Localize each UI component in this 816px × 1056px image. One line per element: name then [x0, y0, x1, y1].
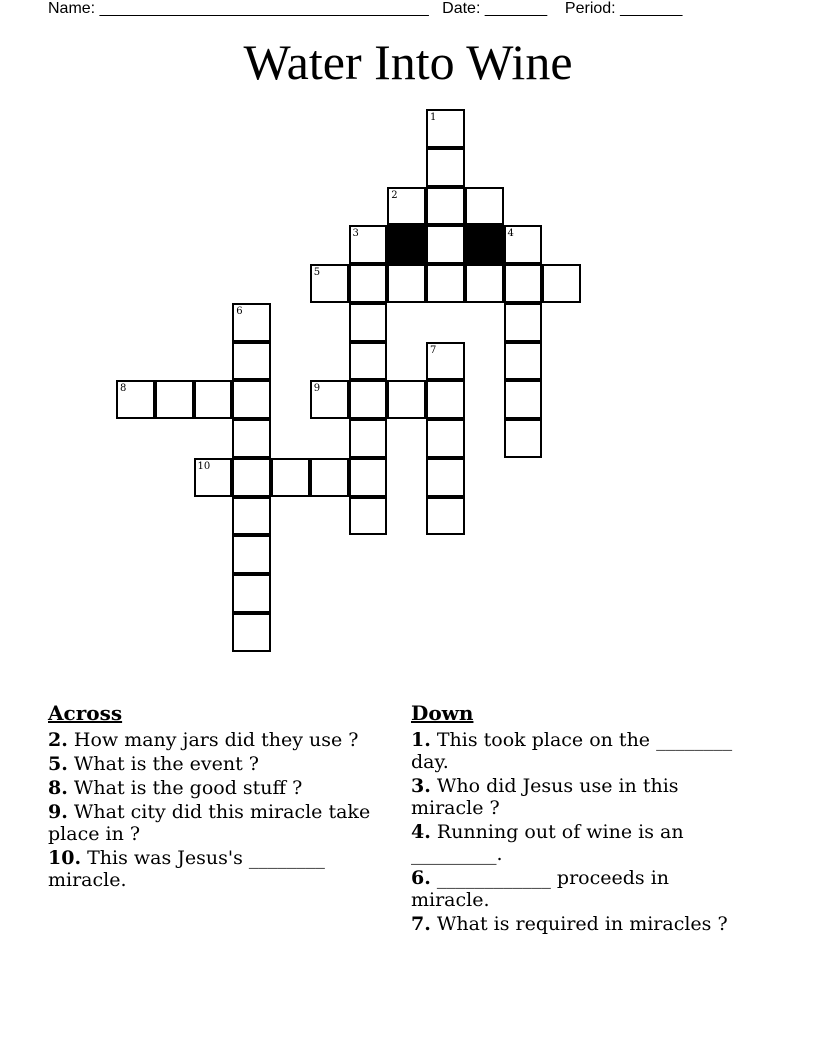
clue-number: 5 [313, 267, 321, 278]
crossword-cell-2[interactable] [387, 187, 426, 226]
crossword-cell[interactable] [232, 497, 271, 536]
crossword-cell[interactable] [310, 458, 349, 497]
crossword-cell[interactable] [426, 264, 465, 303]
crossword-cell-10[interactable] [194, 458, 233, 497]
crossword-cell[interactable] [232, 419, 271, 458]
clue-number: 2 [391, 189, 398, 201]
crossword-cell[interactable] [155, 380, 194, 419]
crossword-cell[interactable] [504, 380, 543, 419]
crossword-cell[interactable] [465, 187, 504, 226]
clue-across-10: 10. This was Jesus's ________ miracle. [48, 847, 325, 891]
crossword-cell[interactable] [426, 458, 465, 497]
clue-number: 8 [120, 383, 127, 395]
crossword-cell-4[interactable] [504, 225, 543, 264]
crossword-cell[interactable] [426, 497, 465, 536]
name-field[interactable]: Name: _____________________________________ [48, 0, 429, 17]
date-field[interactable]: Date: _______ [442, 0, 548, 17]
clue-across-5: 5. What is the event ? [48, 753, 259, 775]
crossword-cell[interactable] [271, 458, 310, 497]
crossword-cell[interactable] [232, 380, 271, 419]
crossword-cell[interactable] [504, 419, 543, 458]
period-field[interactable]: Period: _______ [564, 0, 683, 17]
clue-across-8: 8. What is the good stuff ? [48, 777, 303, 799]
clue-number: 7 [430, 344, 437, 356]
clue-number: 3 [352, 228, 359, 240]
crossword-cell[interactable] [349, 342, 388, 381]
clue-down-1: 1. This took place on the ________ day. [411, 729, 733, 773]
clue-number: 1 [430, 112, 437, 123]
crossword-cell[interactable] [232, 458, 271, 497]
crossword-cell[interactable] [232, 574, 271, 613]
crossword-cell[interactable] [504, 342, 543, 381]
across-clues [48, 700, 378, 893]
crossword-cell[interactable] [504, 264, 543, 303]
crossword-cell[interactable] [387, 264, 426, 303]
clue-number: 9 [313, 383, 321, 395]
crossword-cell[interactable] [426, 148, 465, 187]
clue-across-2: 2. How many jars did they use ? [48, 729, 359, 751]
crossword-cell[interactable] [426, 225, 465, 264]
clue-across-9: 9. What city did this miracle take place in ? [48, 801, 371, 845]
crossword-cell-3[interactable] [349, 225, 388, 264]
crossword-cell[interactable] [426, 419, 465, 458]
down-heading: Down [411, 701, 474, 725]
clue-down-4: 4. Running out of wine is an _________. [411, 821, 684, 865]
crossword-cell-9[interactable] [310, 380, 349, 419]
clue-down-7: 7. What is required in miracles ? [411, 913, 728, 935]
crossword-cell-1[interactable] [426, 109, 465, 148]
crossword-cell[interactable] [465, 264, 504, 303]
crossword-cell[interactable] [349, 264, 388, 303]
black-cell [387, 225, 426, 264]
clue-down-6: 6. ____________ proceeds in miracle. [411, 867, 670, 911]
crossword-cell[interactable] [542, 264, 581, 303]
crossword-cell[interactable] [232, 613, 271, 652]
clue-down-3: 3. Who did Jesus use in this miracle ? [411, 775, 679, 819]
clue-number: 6 [236, 305, 243, 317]
crossword-cell[interactable] [232, 535, 271, 574]
black-cell [465, 225, 504, 264]
page-title: Water Into Wine [243, 34, 573, 90]
crossword-cell[interactable] [349, 419, 388, 458]
crossword-cell[interactable] [232, 342, 271, 381]
crossword-cell[interactable] [194, 380, 233, 419]
crossword-cell[interactable] [504, 303, 543, 342]
down-clues [411, 700, 751, 937]
clue-number: 10 [197, 460, 211, 472]
crossword-cell-5[interactable] [310, 264, 349, 303]
crossword-cell[interactable] [426, 187, 465, 226]
crossword-cell[interactable] [349, 303, 388, 342]
crossword-cell[interactable] [426, 380, 465, 419]
crossword-cell[interactable] [349, 380, 388, 419]
crossword-cell-8[interactable] [116, 380, 155, 419]
crossword-cell[interactable] [387, 380, 426, 419]
clue-number: 4 [507, 228, 514, 240]
across-heading: Across [48, 701, 123, 725]
crossword-cell[interactable] [349, 458, 388, 497]
crossword-cell-7[interactable] [426, 342, 465, 381]
crossword-cell-6[interactable] [232, 303, 271, 342]
crossword-cell[interactable] [349, 497, 388, 536]
